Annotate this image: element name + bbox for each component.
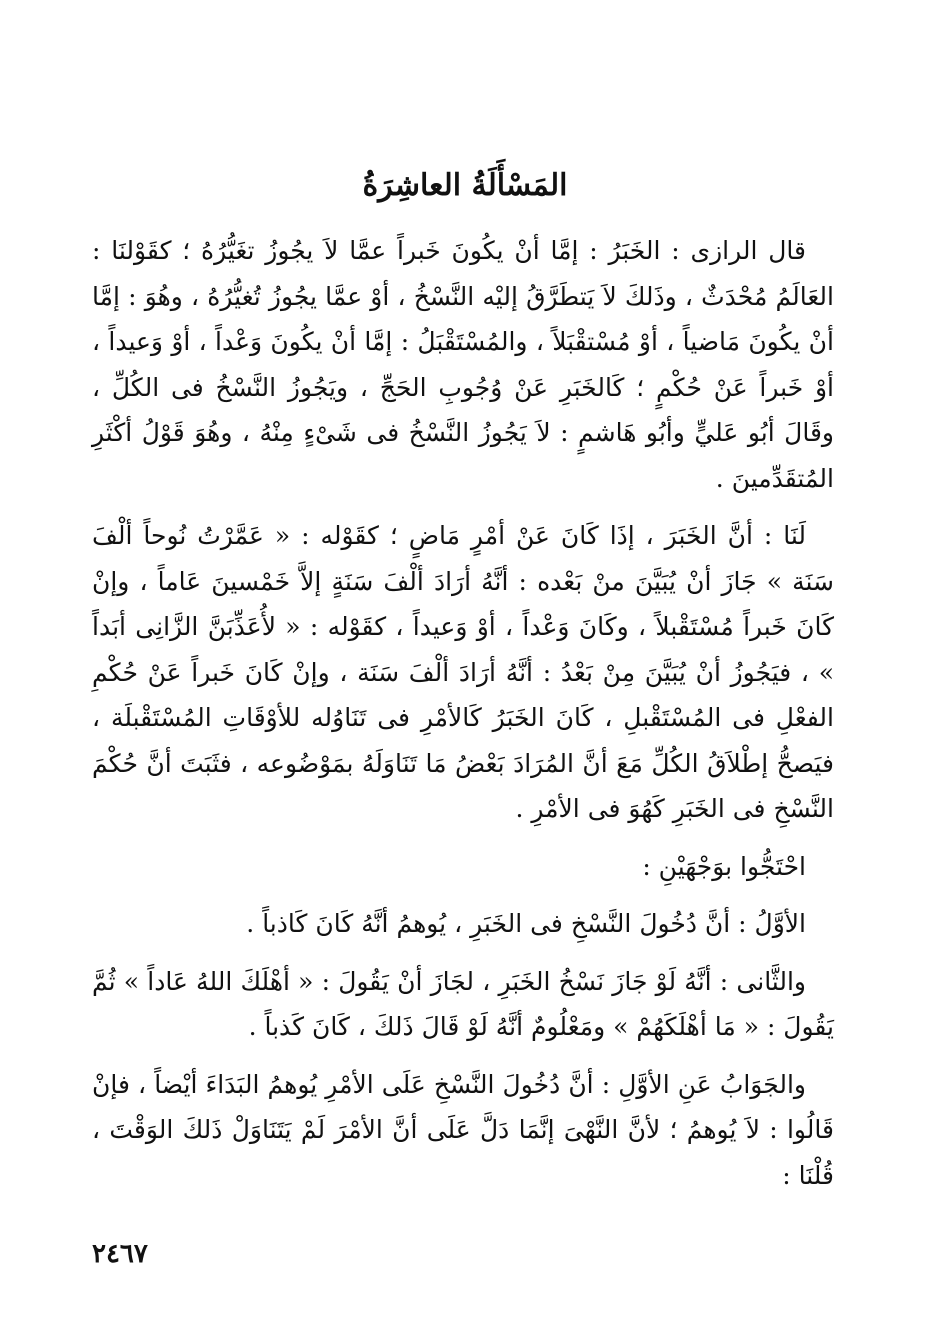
page-number: ٢٤٦٧ [92, 1239, 148, 1269]
paragraph-objections-intro: احْتَجُّوا بوَجْهَيْنِ : [642, 851, 806, 881]
body-text [92, 228, 834, 1210]
paragraph-second-objection: والثَّانى : أنَّهُ لَوْ جَازَ نَسْخُ الخَبَرِ ، لجَازَ أنْ يَقُولَ : « أهْلَكَ اللهُ عَاداً » ثُمَّ يَقُولَ : « مَا أهْلَكَهُمْ » ومَعْلُومٌ أنَّهُ لَوْ قَالَ ذَلكَ ، كَانَ كَذباً . [92, 966, 834, 1041]
paragraph-proof: لَنَا : أنَّ الخَبَرَ ، إذَا كَانَ عَنْ أمْرٍ مَاضٍ ؛ كقَوْله : « عَمَّرْتُ نُوحاً ألْفَ سَنَة » جَازَ أنْ يُبَيَّنَ منْ بَعْده : أنَّهُ أرَادَ ألْفَ سَنَةٍ إلاَّ خَمْسينَ عَاماً ، وإنْ كَانَ خَبراً مُسْتَقْبلاً ، وكَانَ وَعْداً ، أوْ وَعيداً ، كقَوْله : « لأُعَذِّبَنَّ الزَّانِى أبَداً » ، فيَجُوزُ أنْ يُبَيَّنَ مِنْ بَعْدُ : أنَّهُ أرَادَ ألْفَ سَنَة ، وإنْ كَانَ خَبراً عَنْ حُكْمِ الفعْلِ فى المُسْتَقْبلِ ، كَانَ الخَبَرُ كَالأمْرِ فى تَنَاوُله للأوْقَاتِ المُسْتَقْبلَة ، فيَصحُّ إطْلاَقُ الكُلِّ مَعَ أنَّ المُرَادَ بَعْضُ مَا تَنَاوَلَهُ بمَوْضُوعه ، فثَبَتَ أنَّ حُكْمَ النَّسْخِ فى الخَبَرِ كَهُوَ فى الأمْرِ . [92, 521, 834, 823]
paragraph-answer: والجَوَابُ عَنِ الأوَّلِ : أنَّ دُخُولَ النَّسْخِ عَلَى الأمْرِ يُوهمُ البَدَاءَ أيْضاً ، فإنْ قَالُوا : لاَ يُوهمُ ؛ لأنَّ النَّهْىَ إنَّمَا دَلَّ عَلَى أنَّ الأمْرَ لَمْ يَتَنَاوَلْ ذَلكَ الوَقْتَ ، قُلْنَا : [92, 1069, 834, 1190]
section-title: المَسْأَلَةُ العاشِرَةُ [362, 168, 568, 203]
paragraph-razi-statement: قال الرازى : الخَبَرُ : إمَّا أنْ يكُونَ خَبراً عمَّا لاَ يجُوزُ تغَيُّرُهُ ؛ كقَوْلنَا : العَالَمُ مُحْدَثٌ ، وذَلكَ لاَ يَتطَرَّقُ إليْه النَّسْخُ ، أوْ عمَّا يجُوزُ تُغيُّرُهُ ، وهُوَ : إمَّا أنْ يكُونَ مَاضياً ، أوْ مُسْتقْبَلاً ، والمُسْتَقْبَلُ : إمَّا أنْ يكُونَ وَعْداً ، أوْ وَعيداً ، أوْ خَبراً عَنْ حُكْمٍ ؛ كَالخَبَرِ عَنْ وُجُوبِ الحَجِّ ، ويَجُوزُ النَّسْخُ فى الكُلِّ ، وقَالَ أبُو عَليٍّ وأبُو هَاشمٍ : لاَ يَجُوزُ النَّسْخُ فى شَىْءٍ مِنْهُ ، وهُوَ قَوْلُ أكْثَرِ المُتقَدِّمينَ . [92, 236, 834, 493]
paragraph-first-objection: الأوَّلُ : أنَّ دُخُولَ النَّسْخِ فى الخَبَرِ ، يُوهمُ أنَّهُ كَانَ كَاذباً . [246, 909, 806, 938]
